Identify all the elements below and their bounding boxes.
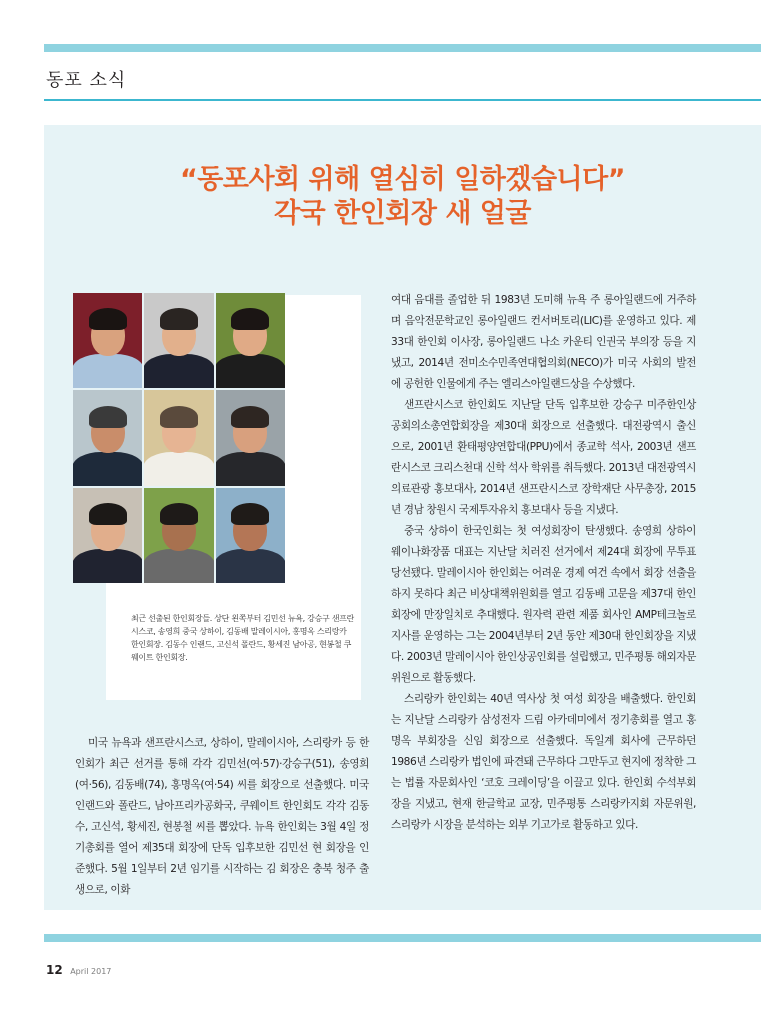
- portrait-photo: [73, 488, 142, 583]
- section-divider: [44, 99, 761, 101]
- issue-date: April 2017: [70, 967, 112, 976]
- photo-caption: 최근 선출된 한인회장들. 상단 왼쪽부터 김민선 뉴욕, 강승구 샌프란시스코, 송영희 중국 상하이, 김동배 말레이시아, 홍명옥 스리랑카 한인회장. 김동수 인랜드, 고신석 폴란드, 황세진 남아공, 현봉철 쿠웨이트 한인회장.: [131, 614, 354, 662]
- portrait-hair: [89, 503, 127, 525]
- headline-line-1: “동포사회 위해 열심히 일하겠습니다”: [180, 164, 625, 195]
- portrait-body: [216, 549, 285, 583]
- portrait-hair: [160, 406, 198, 428]
- headline-line-2: 각국 한인회장 새 얼굴: [274, 198, 531, 229]
- portrait-photo: [144, 390, 213, 485]
- portrait-body: [216, 354, 285, 388]
- portrait-body: [73, 354, 142, 388]
- portrait-body: [144, 549, 213, 583]
- portrait-photo: [216, 488, 285, 583]
- portrait-photo: [73, 390, 142, 485]
- portrait-photo: [73, 293, 142, 388]
- top-accent-bar: [44, 44, 761, 52]
- portrait-body: [144, 452, 213, 486]
- portrait-photo: [144, 293, 213, 388]
- portrait-body: [216, 452, 285, 486]
- article-body-right: [391, 290, 696, 836]
- paragraph: 여대 음대를 졸업한 뒤 1983년 도미해 뉴욕 주 롱아일랜드에 거주하며 음악전문학교인 롱아일랜드 컨서버토리(LIC)를 운영하고 있다. 제33대 한인회 이사장, 롱아일랜드 나소 카운티 인권국 부의장 등을 지냈고, 2014년 전미소수민족연대협의회(NECO)가 미국 사회의 발전에 공헌한 인물에게 주는 엘리스아일랜드상을 수상했다.: [391, 294, 696, 390]
- portrait-hair: [160, 308, 198, 330]
- page-footer: [46, 963, 111, 977]
- portrait-photo: [216, 390, 285, 485]
- portrait-body: [73, 452, 142, 486]
- paragraph: 스리랑카 한인회는 40년 역사상 첫 여성 회장을 배출했다. 한인회는 지난달 스리랑카 삼성전자 드림 아카데미에서 정기총회를 열고 홍명옥 부회장을 신임 회장으로 선출했다. 독일계 회사에 근무하던 1986년 스리랑카 법인에 파견돼 근무하다 그만두고 현지에 정착한 그는 법률 자문회사인 ‘코호 크레이딩’을 이끌고 있다. 한인회 수석부회장을 지냈고, 현재 한글학교 교장, 민주평통 스리랑카지회 자문위원, 스리랑카 시장을 분석하는 외부 기고가로 활동하고 있다.: [391, 693, 696, 831]
- portrait-photo: [216, 293, 285, 388]
- section-label: 동포 소식: [46, 70, 127, 91]
- paragraph: 샌프란시스코 한인회도 지난달 단독 입후보한 강승구 미주한인상공회의소총연합회장을 제30대 회장으로 선출했다. 대전광역시 출신으로, 2001년 환태평양연합대(PPU)에서 종교학 석사, 2003년 샌프란시스코 크리스천대 신학 석사 학위를 취득했다. 2013년 대전광역시 의료관광 홍보대사, 2014년 샌프란시스코 장학재단 사무총장, 2015년 경남 창원시 국제투자유치 홍보대사 등을 지냈다.: [391, 399, 696, 516]
- paragraph: 중국 상하이 한국인회는 첫 여성회장이 탄생했다. 송영희 상하이 웨이나화장품 대표는 지난달 치러진 선거에서 제24대 회장에 무투표 당선됐다. 말레이시아 한인회는 어려운 경제 여건 속에서 회장 선출을 하지 못하다 최근 비상대책위원회를 열고 김동배 고문을 제37대 한인회장에 만장일치로 추대했다. 원자력 관련 제품 회사인 AMP테크놀로지사를 운영하는 그는 2004년부터 2년 동안 제30대 한인회장을 지냈다. 2003년 말레이시아 한인상공인회를 설립했고, 민주평통 해외자문위원으로 활동했다.: [391, 525, 696, 684]
- portrait-photo: [144, 488, 213, 583]
- portrait-hair: [160, 503, 198, 525]
- portrait-hair: [231, 503, 269, 525]
- portrait-hair: [89, 308, 127, 330]
- page-number: 12: [46, 963, 63, 977]
- bottom-accent-bar: [44, 934, 761, 942]
- photo-grid: [73, 293, 285, 583]
- portrait-hair: [89, 406, 127, 428]
- portrait-body: [144, 354, 213, 388]
- portrait-hair: [231, 406, 269, 428]
- portrait-body: [73, 549, 142, 583]
- paragraph: 미국 뉴욕과 샌프란시스코, 상하이, 말레이시아, 스리랑카 등 한인회가 최근 선거를 통해 각각 김민선(여·57)·강승구(51), 송영희(여·56), 김동배(74), 홍명옥(여·54) 씨를 회장으로 선출했다. 미국 인랜드와 폴란드, 남아프리카공화국, 쿠웨이트 한인회도 각각 김동수, 고신석, 황세진, 현봉철 씨를 뽑았다. 뉴욕 한인회는 3월 4일 정기총회를 열어 제35대 회장에 단독 입후보한 김민선 현 회장을 인준했다. 5월 1일부터 2년 임기를 시작하는 김 회장은 충북 청주 출생으로, 이화: [75, 737, 369, 896]
- article-headline: [44, 163, 761, 231]
- portrait-hair: [231, 308, 269, 330]
- article-body-left: [75, 733, 369, 901]
